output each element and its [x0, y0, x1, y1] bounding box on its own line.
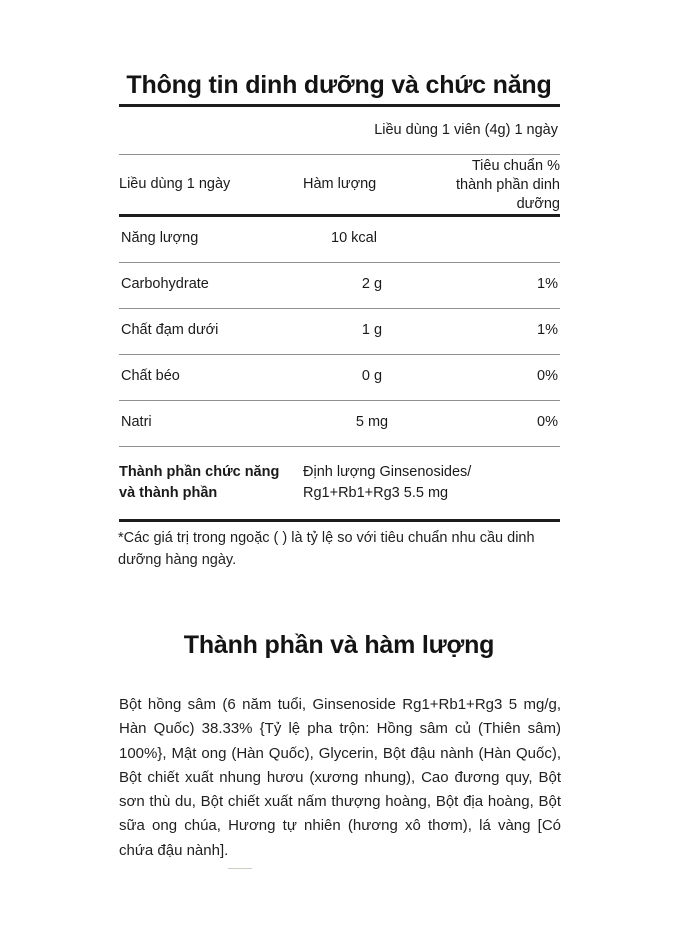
page-title-nutrition: Thông tin dinh dưỡng và chức năng	[126, 70, 552, 99]
functional-ingredient-value	[297, 446, 560, 520]
nutrient-name: Natri	[119, 400, 297, 446]
nutrient-percent: 1%	[447, 262, 560, 308]
functional-value-line-1: Định lượng Ginsenosides/	[303, 464, 472, 481]
daily-value-footnote: *Các giá trị trong ngoặc ( ) là tỷ lệ so với tiêu chuẩn nhu cầu dinh dưỡng hàng ngày.	[118, 529, 535, 568]
nutrient-percent	[447, 215, 560, 262]
column-header-daily-value	[447, 155, 560, 216]
nutrient-name: Chất đạm dưới	[119, 308, 297, 354]
serving-size-text: Liều dùng 1 viên (4g) 1 ngày	[119, 106, 560, 155]
nutrient-name: Carbohydrate	[119, 262, 297, 308]
nutrition-facts-table	[119, 104, 560, 522]
functional-value-line-2: Rg1+Rb1+Rg3 5.5 mg	[303, 484, 449, 501]
ingredients-paragraph: Bột hồng sâm (6 năm tuổi, Ginsenoside Rg1+Rb1+Rg3 5 mg/g, Hàn Quốc) 38.33% {Tỷ lệ pha trộn: Hồng sâm củ (Thiên sâm) 100%}, Mật ong (Hàn Quốc), Glycerin, Bột đậu nành (Hàn Quốc), Bột chiết xuất nhung hươu (xương nhung), Cao đương quy, Bột sơn thù du, Bột chiết xuất nấm thượng hoàng, Bột địa hoàng, Bột sữa ong chúa, Hương tự nhiên (hương xô thơm), lá vàng [Có chứa đậu nành].	[119, 696, 561, 859]
nutrient-name: Năng lượng	[119, 215, 297, 262]
functional-label-line-2: và thành phần	[119, 484, 218, 501]
functional-label-line-1: Thành phần chức năng	[119, 464, 280, 481]
table-row	[119, 354, 560, 400]
table-header-row	[119, 155, 560, 216]
column-header-name: Liều dùng 1 ngày	[119, 155, 297, 216]
nutrient-percent: 0%	[447, 400, 560, 446]
nutrient-amount: 1 g	[297, 308, 447, 354]
nutrient-name: Chất béo	[119, 354, 297, 400]
table-row	[119, 400, 560, 446]
table-row	[119, 215, 560, 262]
nutrient-amount: 5 mg	[297, 400, 447, 446]
nutrient-percent: 1%	[447, 308, 560, 354]
nutrient-amount: 10 kcal	[297, 215, 447, 262]
nutrient-amount: 0 g	[297, 354, 447, 400]
serving-size-row	[119, 106, 560, 155]
nutrient-percent: 0%	[447, 354, 560, 400]
page-bottom-mark	[228, 868, 252, 869]
table-row	[119, 308, 560, 354]
nutrient-amount: 2 g	[297, 262, 447, 308]
page-title-ingredients: Thành phần và hàm lượng	[183, 630, 495, 659]
daily-value-line-2: thành phần dinh dưỡng	[455, 176, 560, 212]
functional-ingredients-row	[119, 446, 560, 520]
daily-value-line-1: Tiêu chuẩn %	[471, 158, 560, 174]
column-header-amount: Hàm lượng	[297, 155, 447, 216]
functional-ingredient-label	[119, 446, 297, 520]
table-row	[119, 262, 560, 308]
